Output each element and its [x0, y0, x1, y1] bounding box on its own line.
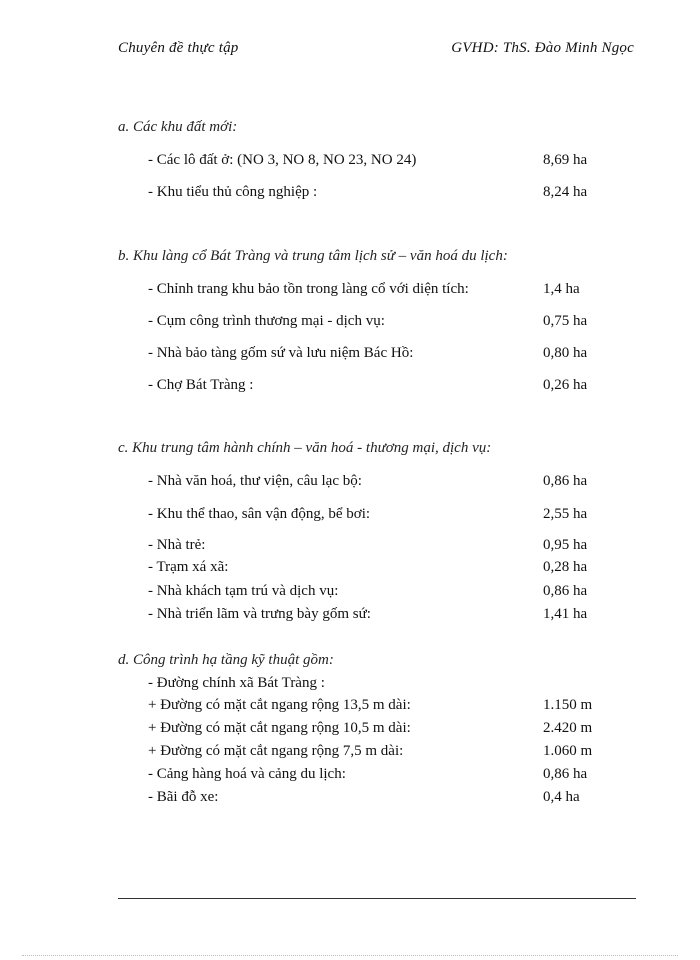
item-label: - Cụm công trình thương mại - dịch vụ: — [148, 313, 385, 329]
item-value: 0,86 ha — [543, 473, 588, 489]
item-label: - Nhà trẻ: — [148, 537, 206, 553]
item-label: - Nhà văn hoá, thư viện, câu lạc bộ: — [148, 473, 362, 489]
item-value: 1,4 ha — [543, 281, 580, 297]
item-label: + Đường có mặt cắt ngang rộng 10,5 m dài: — [148, 720, 411, 736]
item-value: 2.420 m — [543, 720, 593, 736]
item-value: 0,4 ha — [543, 789, 580, 805]
section-a-title: a. Các khu đất mới: — [118, 119, 238, 135]
header-right: GVHD: ThS. Đào Minh Ngọc — [451, 40, 634, 56]
item-value: 0,95 ha — [543, 537, 588, 553]
item-value: 2,55 ha — [543, 506, 588, 522]
item-label: - Bãi đỗ xe: — [148, 789, 219, 805]
item-label: - Nhà khách tạm trú và dịch vụ: — [148, 583, 339, 599]
item-label: - Chợ Bát Tràng : — [148, 377, 254, 393]
item-label: - Khu tiểu thủ công nghiệp : — [148, 184, 318, 200]
item-label: - Cảng hàng hoá và cảng du lịch: — [148, 766, 346, 782]
item-label: + Đường có mặt cắt ngang rộng 7,5 m dài: — [148, 743, 404, 759]
item-value: 0,86 ha — [543, 766, 588, 782]
item-label: - Khu thể thao, sân vận động, bể bơi: — [148, 506, 371, 522]
section-c-title: c. Khu trung tâm hành chính – văn hoá - thương mại, dịch vụ: — [118, 440, 492, 456]
header-left: Chuyên đề thực tập — [118, 40, 239, 56]
item-label: - Trạm xá xã: — [148, 559, 229, 575]
item-value: 8,24 ha — [543, 184, 588, 200]
item-value: 0,75 ha — [543, 313, 588, 329]
item-label: - Chỉnh trang khu bảo tồn trong làng cổ với diện tích: — [148, 281, 469, 297]
item-label: - Đường chính xã Bát Tràng : — [148, 675, 325, 691]
page-edge-dotted-line — [22, 955, 678, 956]
item-label: - Nhà bảo tàng gốm sứ và lưu niệm Bác Hồ: — [148, 345, 414, 361]
item-value: 1.150 m — [543, 697, 593, 713]
item-value: 1.060 m — [543, 743, 593, 759]
section-d-title: d. Công trình hạ tầng kỹ thuật gồm: — [118, 652, 334, 668]
item-value: 0,26 ha — [543, 377, 588, 393]
item-label: + Đường có mặt cắt ngang rộng 13,5 m dài: — [148, 697, 411, 713]
item-value: 0,28 ha — [543, 559, 588, 575]
footer-rule — [118, 898, 636, 899]
item-value: 0,86 ha — [543, 583, 588, 599]
section-b-title: b. Khu làng cổ Bát Tràng và trung tâm lịch sử – văn hoá du lịch: — [118, 248, 508, 264]
item-label: - Các lô đất ở: (NO 3, NO 8, NO 23, NO 24) — [148, 152, 417, 168]
item-value: 0,80 ha — [543, 345, 588, 361]
item-label: - Nhà triển lãm và trưng bày gốm sứ: — [148, 606, 371, 622]
item-value: 1,41 ha — [543, 606, 588, 622]
item-value: 8,69 ha — [543, 152, 588, 168]
